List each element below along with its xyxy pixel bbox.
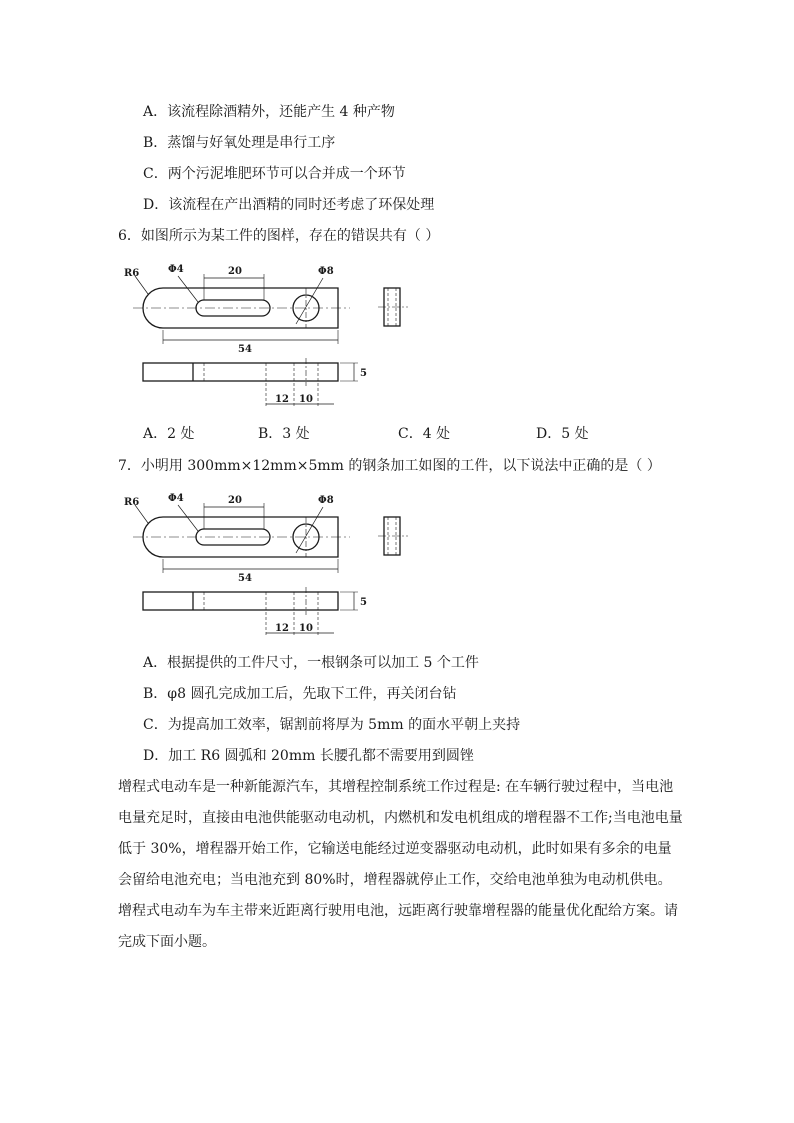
q6-top-view [133,274,350,344]
q7-option-b: B．φ8 圆孔完成加工后，先取下工件，再关闭台钻 [143,686,457,702]
q7-label-dim10: 10 [299,623,313,634]
q5-option-d: D．该流程在产出酒精的同时还考虑了环保处理 [143,197,435,213]
q7-front-view [143,587,358,637]
q7-label-phi4: Φ4 [168,493,184,504]
q6-stem: 6．如图所示为某工件的图样，存在的错误共有（ ） [118,228,440,244]
q6-option-d: D．5 处 [536,426,589,442]
q6-option-c: C．4 处 [398,426,451,442]
q6-drawing [118,258,538,418]
q6-front-view [143,358,358,408]
q6-side-view [378,288,408,326]
q7-side-view [378,517,408,555]
q5-option-c: C．两个污泥堆肥环节可以合并成一个环节 [143,166,406,182]
q6-label-dim12: 12 [275,394,289,405]
q6-label-dim10: 10 [299,394,313,405]
q6-label-dim5: 5 [360,368,367,379]
q7-label-phi8: Φ8 [318,495,334,506]
q6-label-r6: R6 [124,268,140,279]
q7-stem: 7．小明用 300mm×12mm×5mm 的钢条加工如图的工件，以下说法中正确的是（ ） [118,458,661,474]
q7-option-d: D．加工 R6 圆弧和 20mm 长腰孔都不需要用到圆锉 [143,748,474,764]
q6-label-phi8: Φ8 [318,266,334,277]
passage-paragraph: 增程式电动车是一种新能源汽车，其增程控制系统工作过程是: 在车辆行驶过程中，当电池电量充足时，直接由电池供能驱动电动机，内燃机和发电机组成的增程器不工作;当电池电量低于 30%，增程器开始工作，它输送电能经过逆变器驱动电动机，此时如果有多余的电量会留给电池充电；当电池充到 80%时，增程器就停止工作，交给电池单独为电动机供电。增程式电动车为车主带来近距离行驶用电池，远距离行驶靠增程器的能量优化配给方案。请完成下面小题。 [118,779,683,950]
q7-top-view [133,503,350,573]
q7-label-dim5: 5 [360,597,367,608]
q6-option-b: B．3 处 [258,426,310,442]
q6-label-phi4: Φ4 [168,264,184,275]
q7-label-dim54: 54 [238,573,252,584]
q6-label-dim54: 54 [238,344,252,355]
q6-label-dim20: 20 [228,266,242,277]
q7-label-dim20: 20 [228,495,242,506]
q7-option-a: A．根据提供的工件尺寸，一根钢条可以加工 5 个工件 [143,655,479,671]
q7-drawing [118,487,538,647]
q7-option-c: C．为提高加工效率，锯割前将厚为 5mm 的面水平朝上夹持 [143,717,521,733]
q5-option-a: A．该流程除酒精外，还能产生 4 种产物 [143,104,395,120]
q5-option-b: B．蒸馏与好氧处理是串行工序 [143,135,336,151]
q6-option-a: A．2 处 [143,426,195,442]
q7-label-dim12: 12 [275,623,289,634]
q7-label-r6: R6 [124,497,140,508]
